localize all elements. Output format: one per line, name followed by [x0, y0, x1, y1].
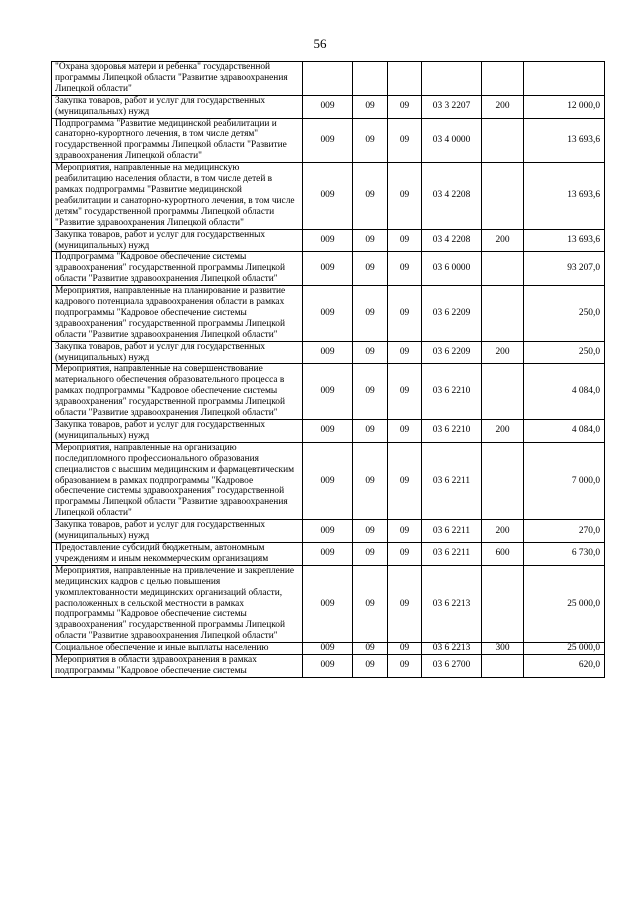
table-row: [52, 420, 605, 443]
cell-expense-type: [482, 565, 524, 642]
cell-subsection-code: 09: [388, 565, 422, 642]
cell-expense-type: [482, 286, 524, 342]
cell-expense-type: 200: [482, 229, 524, 252]
cell-amount: 7 000,0: [524, 442, 605, 519]
cell-section-code: 09: [353, 229, 388, 252]
cell-subsection-code: 09: [388, 229, 422, 252]
cell-amount: 93 207,0: [524, 252, 605, 286]
cell-name: Мероприятия в области здравоохранения в рамках подпрограммы "Кадровое обеспечение системы: [52, 655, 303, 678]
cell-expense-type: [482, 118, 524, 163]
cell-ministry-code: 009: [303, 442, 353, 519]
table-row: [52, 520, 605, 543]
cell-amount: 4 084,0: [524, 364, 605, 420]
cell-amount: 250,0: [524, 286, 605, 342]
cell-subsection-code: 09: [388, 286, 422, 342]
cell-subsection-code: 09: [388, 442, 422, 519]
cell-ministry-code: [303, 62, 353, 96]
cell-expense-type: [482, 163, 524, 229]
cell-name: Подпрограмма "Кадровое обеспечение системы здравоохранения" государственной программы Липецкой области "Развитие здравоохранения Липецкой области": [52, 252, 303, 286]
cell-subsection-code: 09: [388, 95, 422, 118]
cell-expense-type: 200: [482, 95, 524, 118]
cell-amount: 270,0: [524, 520, 605, 543]
cell-amount: 25 000,0: [524, 643, 605, 655]
cell-section-code: 09: [353, 118, 388, 163]
table-row: [52, 542, 605, 565]
cell-expense-type: [482, 62, 524, 96]
cell-ministry-code: 009: [303, 252, 353, 286]
table-row: [52, 252, 605, 286]
cell-ministry-code: 009: [303, 364, 353, 420]
cell-ministry-code: 009: [303, 286, 353, 342]
cell-ministry-code: 009: [303, 163, 353, 229]
cell-target-code: 03 6 2213: [422, 565, 482, 642]
table-row: [52, 118, 605, 163]
cell-name: Предоставление субсидий бюджетным, автономным учреждениям и иным некоммерческим организациям: [52, 542, 303, 565]
cell-expense-type: 200: [482, 341, 524, 364]
cell-subsection-code: 09: [388, 643, 422, 655]
cell-subsection-code: 09: [388, 118, 422, 163]
cell-section-code: 09: [353, 420, 388, 443]
cell-ministry-code: 009: [303, 118, 353, 163]
cell-target-code: 03 6 2209: [422, 341, 482, 364]
cell-subsection-code: 09: [388, 520, 422, 543]
cell-ministry-code: 009: [303, 95, 353, 118]
cell-subsection-code: 09: [388, 252, 422, 286]
cell-section-code: 09: [353, 655, 388, 678]
cell-name: Закупка товаров, работ и услуг для государственных (муниципальных) нужд: [52, 229, 303, 252]
table-row: [52, 62, 605, 96]
cell-target-code: 03 6 2210: [422, 420, 482, 443]
cell-name: Подпрограмма "Развитие медицинской реабилитации и санаторно-курортного лечения, в том числе детям" государственной программы Липецкой области "Развитие здравоохранения Липецкой области": [52, 118, 303, 163]
cell-section-code: [353, 62, 388, 96]
cell-target-code: 03 6 0000: [422, 252, 482, 286]
cell-target-code: 03 6 2700: [422, 655, 482, 678]
cell-section-code: 09: [353, 565, 388, 642]
table-body: [52, 62, 605, 678]
budget-table: [51, 61, 605, 678]
cell-ministry-code: 009: [303, 520, 353, 543]
cell-expense-type: [482, 655, 524, 678]
cell-amount: 25 000,0: [524, 565, 605, 642]
cell-section-code: 09: [353, 95, 388, 118]
cell-amount: 4 084,0: [524, 420, 605, 443]
cell-name: Мероприятия, направленные на привлечение и закрепление медицинских кадров с целью повышения укомплектованности медицинских организаций области, расположенных в сельской местности в рамках подпрограммы "Кадровое обеспечение системы здравоохранения" государственной программы Липецкой области "Развитие здравоохранения Липецкой области": [52, 565, 303, 642]
cell-target-code: 03 3 2207: [422, 95, 482, 118]
cell-target-code: 03 6 2210: [422, 364, 482, 420]
cell-ministry-code: 009: [303, 565, 353, 642]
cell-target-code: [422, 62, 482, 96]
cell-expense-type: 200: [482, 420, 524, 443]
cell-ministry-code: 009: [303, 229, 353, 252]
cell-section-code: 09: [353, 252, 388, 286]
cell-section-code: 09: [353, 542, 388, 565]
cell-subsection-code: 09: [388, 341, 422, 364]
cell-expense-type: [482, 252, 524, 286]
table-row: [52, 95, 605, 118]
table-row: [52, 286, 605, 342]
table-row: [52, 655, 605, 678]
cell-target-code: 03 6 2209: [422, 286, 482, 342]
cell-subsection-code: 09: [388, 542, 422, 565]
cell-name: Закупка товаров, работ и услуг для государственных (муниципальных) нужд: [52, 341, 303, 364]
cell-amount: 6 730,0: [524, 542, 605, 565]
cell-expense-type: 600: [482, 542, 524, 565]
cell-name: "Охрана здоровья матери и ребенка" государственной программы Липецкой области "Развитие здравоохранения Липецкой области": [52, 62, 303, 96]
cell-ministry-code: 009: [303, 643, 353, 655]
cell-section-code: 09: [353, 341, 388, 364]
cell-amount: 13 693,6: [524, 229, 605, 252]
table-row: [52, 643, 605, 655]
cell-expense-type: 200: [482, 520, 524, 543]
cell-name: Закупка товаров, работ и услуг для государственных (муниципальных) нужд: [52, 95, 303, 118]
cell-amount: 620,0: [524, 655, 605, 678]
table-row: [52, 442, 605, 519]
cell-section-code: 09: [353, 520, 388, 543]
cell-section-code: 09: [353, 364, 388, 420]
table-row: [52, 565, 605, 642]
cell-target-code: 03 6 2211: [422, 542, 482, 565]
cell-subsection-code: 09: [388, 163, 422, 229]
cell-section-code: 09: [353, 286, 388, 342]
cell-expense-type: [482, 364, 524, 420]
cell-target-code: 03 6 2211: [422, 442, 482, 519]
cell-ministry-code: 009: [303, 420, 353, 443]
cell-name: Мероприятия, направленные на медицинскую реабилитацию населения области, в том числе детей в рамках подпрограммы "Развитие медицинской реабилитации и санаторно-курортного лечения, в том числе детям" государственной программы Липецкой области "Развитие здравоохранения Липецкой области": [52, 163, 303, 229]
cell-name: Закупка товаров, работ и услуг для государственных (муниципальных) нужд: [52, 520, 303, 543]
cell-target-code: 03 6 2213: [422, 643, 482, 655]
cell-target-code: 03 4 2208: [422, 163, 482, 229]
cell-name: Мероприятия, направленные на организацию последипломного профессионального образования специалистов с высшим медицинским и фармацевтическим образованием в рамках подпрограммы "Кадровое обеспечение системы здравоохранения" государственной программы Липецкой области "Развитие здравоохранения Липецкой области": [52, 442, 303, 519]
cell-name: Мероприятия, направленные на планирование и развитие кадрового потенциала здравоохранения области в рамках подпрограммы "Кадровое обеспечение системы здравоохранения" государственной программы Липецкой области "Развитие здравоохранения Липецкой области": [52, 286, 303, 342]
cell-name: Социальное обеспечение и иные выплаты населению: [52, 643, 303, 655]
cell-ministry-code: 009: [303, 341, 353, 364]
cell-subsection-code: [388, 62, 422, 96]
cell-target-code: 03 4 2208: [422, 229, 482, 252]
cell-amount: 250,0: [524, 341, 605, 364]
cell-target-code: 03 6 2211: [422, 520, 482, 543]
cell-subsection-code: 09: [388, 655, 422, 678]
cell-amount: 13 693,6: [524, 163, 605, 229]
cell-name: Мероприятия, направленные на совершенствование материального обеспечения образовательного процесса в рамках подпрограммы "Кадровое обеспечение системы здравоохранения" государственной программы Липецкой области "Развитие здравоохранения Липецкой области": [52, 364, 303, 420]
cell-expense-type: 300: [482, 643, 524, 655]
cell-section-code: 09: [353, 643, 388, 655]
cell-ministry-code: 009: [303, 655, 353, 678]
cell-amount: 12 000,0: [524, 95, 605, 118]
cell-ministry-code: 009: [303, 542, 353, 565]
cell-amount: 13 693,6: [524, 118, 605, 163]
cell-amount: [524, 62, 605, 96]
table-row: [52, 341, 605, 364]
cell-section-code: 09: [353, 442, 388, 519]
cell-section-code: 09: [353, 163, 388, 229]
cell-target-code: 03 4 0000: [422, 118, 482, 163]
table-row: [52, 163, 605, 229]
cell-expense-type: [482, 442, 524, 519]
cell-name: Закупка товаров, работ и услуг для государственных (муниципальных) нужд: [52, 420, 303, 443]
cell-subsection-code: 09: [388, 364, 422, 420]
table-row: [52, 364, 605, 420]
cell-subsection-code: 09: [388, 420, 422, 443]
page-number: 56: [313, 36, 327, 51]
table-row: [52, 229, 605, 252]
